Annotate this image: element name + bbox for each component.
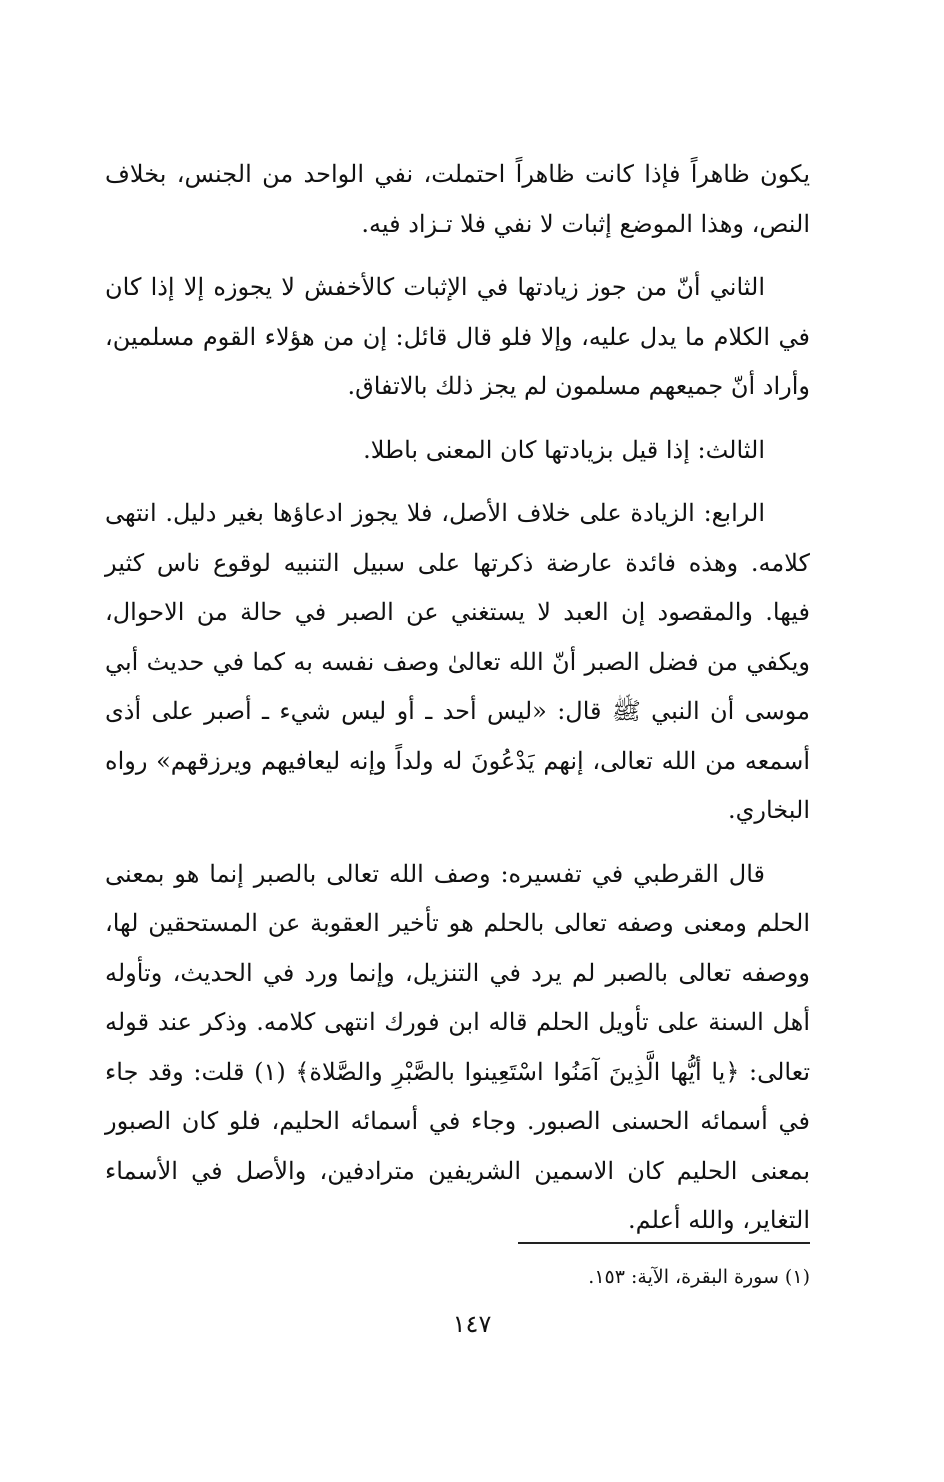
paragraph-1: يكون ظاهراً فإذا كانت ظاهراً احتملت، نفي الواحد من الجنس، بخلاف النص، وهذا الموضع إثبات لا نفي فلا تـزاد فيه.	[105, 160, 810, 238]
footnote-divider	[518, 1242, 810, 1244]
paragraph-5: قال القرطبي في تفسيره: وصف الله تعالى بالصبر إنما هو بمعنى الحلم ومعنى وصفه تعالى بالحلم هو تأخير العقوبة عن المستحقين لها، ووصفه تعالى بالصبر لم يرد في التنزيل، وإنما ورد في الحديث، وتأوله أهل السنة على تأويل الحلم قاله ابن فورك انتهى كلامه. وذكر عند قوله تعالى: ﴿يا أيُّها الَّذِينَ آمَنُوا اسْتَعِينوا بالصَّبْرِ والصَّلاة﴾ (١) قلت: وقد جاء في أسمائه الحسنى الصبور. وجاء في أسمائه الحليم، فلو كان الصبور بمعنى الحليم كان الاسمين الشريفين مترادفين، والأصل في الأسماء التغاير، والله أعلم.	[105, 859, 811, 1234]
footnote: (١) سورة البقرة، الآية: ١٥٣.	[588, 1266, 810, 1288]
paragraph-3: الثالث: إذا قيل بزيادتها كان المعنى باطلا.	[363, 435, 765, 464]
page-number: ١٤٧	[452, 1310, 492, 1338]
paragraph-2: الثاني أنّ من جوز زيادتها في الإثبات كالأخفش لا يجوزه إلا إذا كان في الكلام ما يدل عليه، وإلا فلو قال قائل: إن من هؤلاء القوم مسلمين، وأراد أنّ جميعهم مسلمون لم يجز ذلك بالاتفاق.	[105, 273, 810, 400]
body-text	[105, 150, 810, 1260]
paragraph-4: الرابع: الزيادة على خلاف الأصل، فلا يجوز ادعاؤها بغير دليل. انتهى كلامه. وهذه فائدة عارضة ذكرتها على سبيل التنبيه لوقوع ناس كثير فيها. والمقصود إن العبد لا يستغني عن الصبر في حالة من الاحوال، ويكفي من فضل الصبر أنّ الله تعالىٰ وصف نفسه به كما في حديث أبي موسى أن النبي ﷺ قال: «ليس أحد ـ أو ليس شيء ـ أصبر على أذى أسمعه من الله تعالى، إنهم يَدْعُونَ له ولداً وإنه ليعافيهم ويرزقهم» رواه البخاري.	[105, 499, 810, 824]
